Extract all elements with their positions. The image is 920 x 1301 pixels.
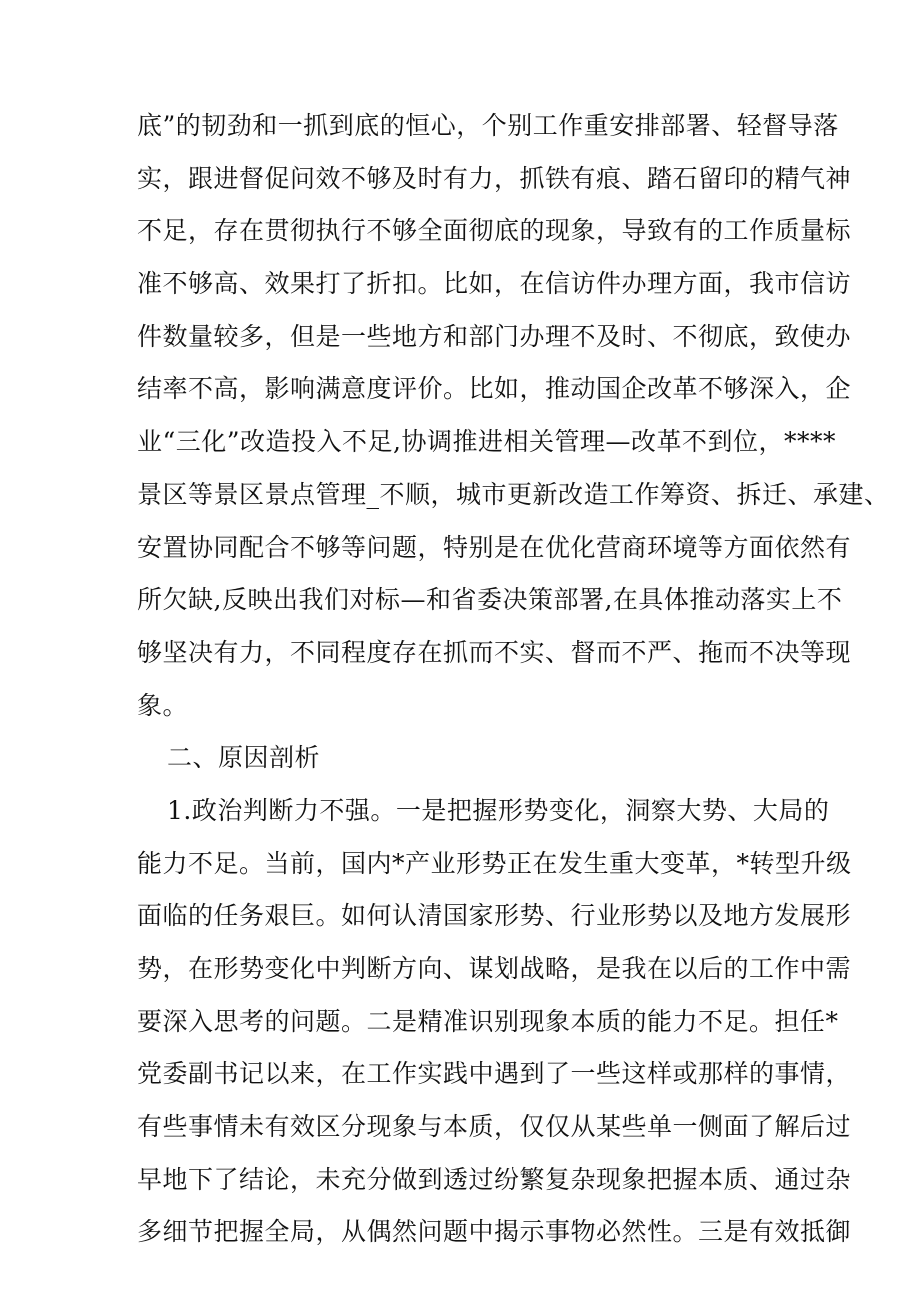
text-line: 不足，存在贯彻执行不够全面彻底的现象，导致有的工作质量标 bbox=[137, 216, 852, 246]
text-line: 够坚决有力，不同程度存在抓而不实、督而不严、拖而不决等现 bbox=[137, 637, 852, 667]
text-line: 党委副书记以来，在工作实践中遇到了一些这样或那样的事情， bbox=[137, 1059, 852, 1089]
text-line: 结率不高，影响满意度评价。比如，推动国企改革不够深入，企 bbox=[137, 374, 852, 404]
text-line: 件数量较多，但是一些地方和部门办理不及时、不彻底，致使办 bbox=[137, 321, 852, 351]
text-line: 底”的韧劲和一抓到底的恒心，个别工作重安排部署、轻督导落 bbox=[137, 111, 839, 140]
text-line: 有些事情未有效区分现象与本质，仅仅从某些单一侧面了解后过 bbox=[137, 1112, 852, 1142]
text-line: 景区等景区景点管理_不顺，城市更新改造工作筹资、拆迁、承建、 bbox=[137, 479, 890, 509]
text-line: 实，跟进督促问效不够及时有力，抓铁有痕、踏石留印的精气神 bbox=[137, 163, 852, 193]
body-text bbox=[137, 100, 890, 1259]
text-line: 准不够高、效果打了折扣。比如，在信访件办理方面，我市信访 bbox=[137, 269, 852, 299]
text-line: 象。 bbox=[137, 690, 189, 720]
text-line: 势，在形势变化中判断方向、谋划战略，是我在以后的工作中需 bbox=[137, 954, 852, 983]
text-line: 业“三化”改造投入不足,协调推进相关管理—改革不到位，**** bbox=[137, 427, 837, 457]
text-line: 早地下了结论，未充分做到透过纷繁复杂现象把握本质、通过杂 bbox=[137, 1164, 852, 1194]
text-line: 安置协同配合不够等问题，特别是在优化营商环境等方面依然有 bbox=[137, 532, 852, 562]
text-line: 要深入思考的问题。二是精准识别现象本质的能力不足。担任* bbox=[137, 1006, 839, 1036]
text-line: 1.政治判断力不强。一是把握形势变化，洞察大势、大局的 bbox=[167, 795, 830, 825]
text-line: 面临的任务艰巨。如何认清国家形势、行业形势以及地方发展形 bbox=[137, 901, 852, 931]
text-line: 能力不足。当前，国内*产业形势正在发生重大变革，*转型升级 bbox=[137, 848, 852, 878]
text-line: 多细节把握全局，从偶然问题中揭示事物必然性。三是有效抵御 bbox=[137, 1217, 852, 1247]
section-heading: 二、原因剖析 bbox=[167, 743, 321, 773]
text-line: 所欠缺,反映出我们对标—和省委决策部署,在具体推动落实上不 bbox=[137, 585, 843, 615]
